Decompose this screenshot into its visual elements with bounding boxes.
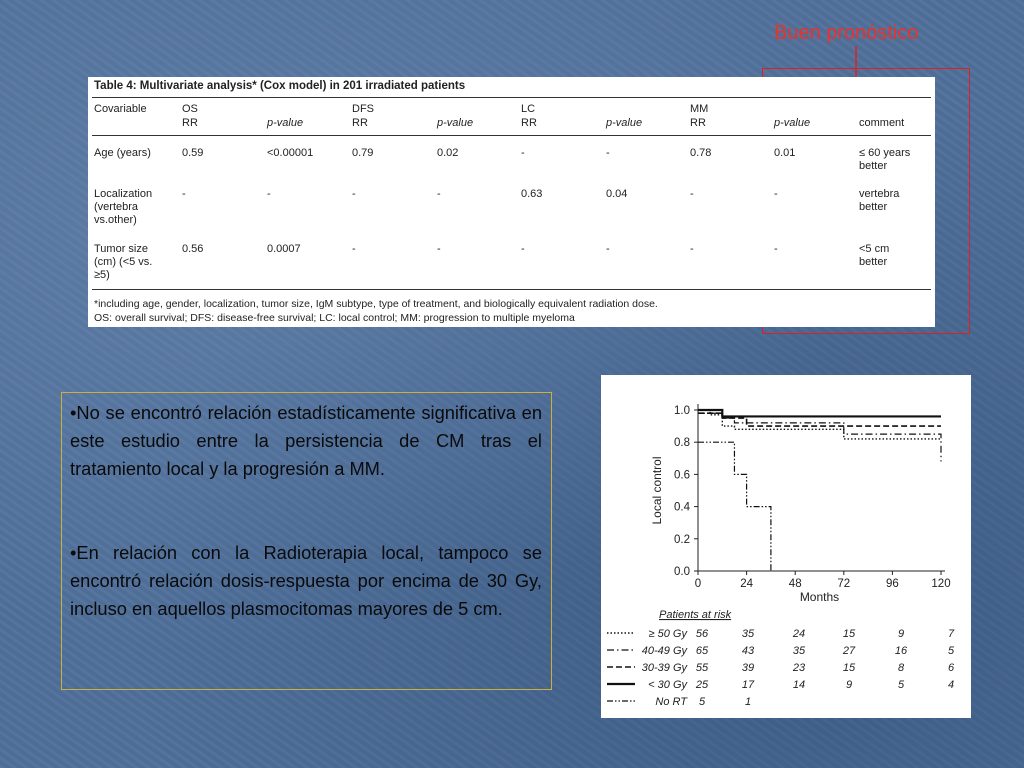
table-header-cell: RR (182, 117, 198, 129)
risk-count: 39 (741, 662, 755, 674)
table-header-cell: p-value (774, 117, 811, 129)
table-cell: - (182, 188, 186, 200)
km-curve (698, 410, 941, 439)
risk-row-label: No RT (655, 696, 687, 708)
risk-row-label: ≥ 50 Gy (648, 628, 687, 640)
risk-count: 27 (842, 645, 856, 657)
table-covariable: Localization (94, 188, 153, 200)
table-covariable: Age (years) (94, 147, 151, 159)
table-cell: 0.0007 (267, 243, 301, 255)
table-header-cell: RR (690, 117, 706, 129)
y-tick-label: 0.8 (674, 437, 690, 450)
table-comment: better (859, 160, 888, 172)
table-cell: - (267, 188, 271, 200)
table-footnote: OS: overall survival; DFS: disease-free survival; LC: local control; MM: progression to multiple myeloma (94, 312, 575, 324)
table-cell: 0.78 (690, 147, 712, 159)
risk-count: 8 (897, 662, 905, 674)
risk-count: 9 (897, 628, 905, 640)
bullet-paragraph: •No se encontró relación estadísticamente significativa en este estudio entre la persistencia de CM tras el tratamiento local y la progresión a MM. (70, 402, 542, 479)
y-tick-label: 0.6 (674, 469, 690, 482)
multivariate-table (88, 77, 935, 327)
table-cell: - (521, 243, 525, 255)
table-header-cell: Covariable (94, 103, 147, 115)
risk-row-label: 40-49 Gy (641, 645, 687, 657)
x-tick-label: 96 (886, 578, 899, 590)
risk-count: 35 (741, 628, 755, 640)
risk-count: 1 (744, 696, 752, 708)
risk-count: 24 (792, 628, 806, 640)
risk-count: 35 (792, 645, 806, 657)
y-tick-label: 0.0 (674, 566, 690, 578)
risk-count: 65 (695, 645, 709, 657)
local-control-chart (601, 375, 971, 718)
risk-row-label: 30-39 Gy (641, 662, 687, 674)
risk-count: 5 (698, 696, 706, 708)
table-cell: - (606, 147, 610, 159)
table-cell: 0.04 (606, 188, 628, 200)
table-cell: - (774, 243, 778, 255)
risk-count: 55 (695, 662, 709, 674)
slide-annotation-label: Buen pronóstico (774, 22, 919, 44)
table-covariable: (vertebra (94, 201, 139, 213)
x-tick-label: 0 (694, 578, 702, 590)
risk-count: 9 (845, 679, 853, 691)
table-covariable: Tumor size (94, 243, 148, 255)
table-cell: 0.02 (437, 147, 459, 159)
risk-count: 7 (947, 628, 955, 640)
table-cell: 0.59 (182, 147, 204, 159)
table-comment: <5 cm (859, 243, 890, 255)
risk-count: 6 (947, 662, 955, 674)
km-curve (698, 410, 941, 416)
bullet-paragraph: •En relación con la Radioterapia local, tampoco se encontró relación dosis-respuesta por encima de 30 Gy, incluso en aquellos plasmocitomas mayores de 5 cm. (70, 542, 542, 619)
table-cell: - (437, 243, 441, 255)
y-tick-label: 0.2 (674, 533, 690, 546)
table-header-cell: p-value (606, 117, 643, 129)
x-tick-label: 24 (740, 578, 753, 590)
table-cell: 0.01 (774, 147, 796, 159)
table-title: Table 4: Multivariate analysis* (Cox model) in 201 irradiated patients (94, 80, 466, 92)
risk-row-label: < 30 Gy (648, 679, 687, 691)
risk-count: 17 (741, 679, 755, 691)
x-tick-label: 72 (837, 578, 851, 590)
table-cell: - (690, 188, 694, 200)
table-header-cell: comment (859, 117, 905, 129)
km-chart-panel (601, 375, 971, 718)
table-header-cell: MM (690, 103, 709, 115)
risk-count: 43 (741, 645, 755, 657)
table-cell: - (352, 188, 356, 200)
x-tick-label: 120 (931, 578, 951, 590)
table-rule-bottom (92, 289, 931, 290)
risk-count: 15 (842, 662, 856, 674)
table-header-cell: p-value (267, 117, 304, 129)
table-cell: - (521, 147, 525, 159)
table-covariable: vs.other) (94, 214, 137, 226)
risk-count: 16 (894, 645, 908, 657)
table-header-cell: DFS (352, 103, 374, 115)
km-curve (698, 413, 941, 426)
table-covariable: (cm) (<5 vs. (94, 256, 153, 268)
y-tick-label: 1.0 (674, 405, 690, 417)
risk-count: 5 (947, 645, 955, 657)
table-footnote: *including age, gender, localization, tumor size, IgM subtype, type of treatment, and biologically equivalent radiation dose. (94, 298, 658, 310)
findings-text-box (61, 392, 552, 690)
table-cell: - (352, 243, 356, 255)
table-cell: - (690, 243, 694, 255)
table-comment: better (859, 201, 888, 213)
table-covariable: ≥5) (94, 269, 110, 281)
table-comment: vertebra (859, 188, 900, 200)
table-rule-top (92, 97, 931, 98)
table-comment: better (859, 256, 888, 268)
table-cell: - (437, 188, 441, 200)
risk-count: 4 (947, 679, 955, 691)
table-header-cell: p-value (437, 117, 474, 129)
risk-count: 23 (792, 662, 806, 674)
y-axis-label: Local control (650, 456, 664, 525)
risk-table-title: Patients at risk (659, 609, 732, 621)
risk-count: 15 (842, 628, 856, 640)
table-comment: ≤ 60 years (859, 147, 911, 159)
table-cell: - (606, 243, 610, 255)
table-cell: - (774, 188, 778, 200)
table-cell: 0.79 (352, 147, 374, 159)
table-header-cell: LC (521, 103, 536, 115)
table-cell: 0.63 (521, 188, 543, 200)
table-cell: <0.00001 (267, 147, 314, 159)
table-header-cell: OS (182, 103, 198, 115)
table-cell: 0.56 (182, 243, 204, 255)
risk-count: 25 (695, 679, 709, 691)
y-tick-label: 0.4 (674, 501, 690, 514)
risk-count: 14 (792, 679, 806, 691)
table-header-cell: RR (352, 117, 368, 129)
risk-count: 56 (695, 628, 709, 640)
table-header-cell: RR (521, 117, 537, 129)
table-rule-header (92, 135, 931, 136)
km-curve (698, 442, 771, 571)
risk-count: 5 (897, 679, 905, 691)
x-tick-label: 48 (788, 578, 802, 590)
x-axis-label: Months (799, 590, 840, 604)
